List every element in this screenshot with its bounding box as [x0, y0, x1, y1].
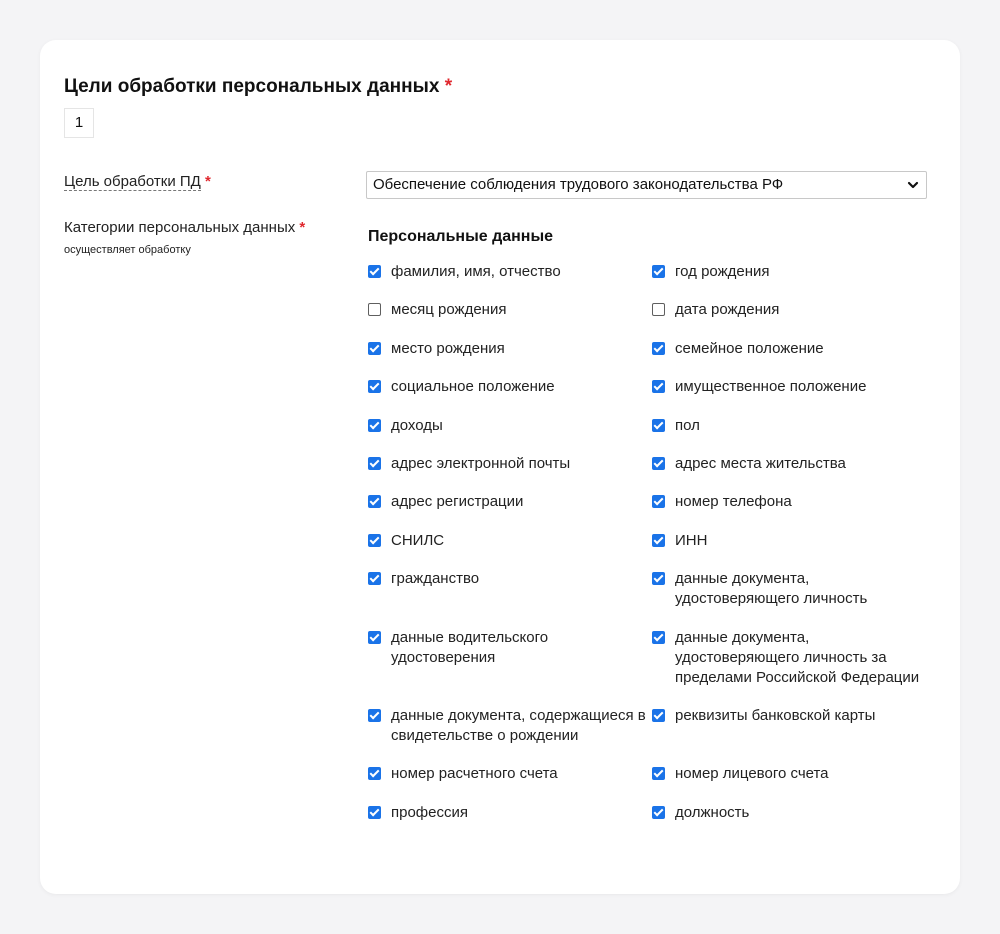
- category-option-label: социальное положение: [391, 378, 555, 396]
- category-option[interactable]: [368, 416, 652, 436]
- section-title-text: Цели обработки персональных данных: [64, 76, 440, 97]
- category-option[interactable]: [652, 300, 928, 320]
- category-option-label: должность: [675, 803, 750, 821]
- purpose-label-text: Цель обработки ПД: [64, 173, 201, 190]
- category-option[interactable]: [368, 764, 652, 784]
- checkbox-unchecked[interactable]: [652, 303, 665, 316]
- category-option-label: фамилия, имя, отчество: [391, 263, 561, 280]
- checkbox-checked[interactable]: [368, 380, 381, 393]
- checkbox-checked[interactable]: [652, 572, 665, 585]
- category-option[interactable]: [368, 377, 652, 397]
- required-mark: *: [444, 76, 453, 97]
- category-option-label: данные водительского удостоверения: [391, 628, 549, 666]
- category-option[interactable]: [368, 300, 652, 320]
- category-option-label: данные документа, удостоверяющего личность: [675, 570, 868, 608]
- category-option[interactable]: [652, 803, 928, 823]
- checkbox-checked[interactable]: [652, 631, 665, 644]
- category-option-label: пол: [675, 416, 700, 434]
- category-option-label: доходы: [391, 416, 443, 434]
- checkbox-checked[interactable]: [368, 342, 381, 355]
- purpose-select[interactable]: [366, 171, 927, 199]
- category-checkbox-list: [368, 262, 928, 841]
- category-option-label: место рождения: [391, 339, 505, 357]
- category-row: [368, 377, 928, 397]
- category-option[interactable]: [368, 531, 652, 551]
- category-row: [368, 300, 928, 320]
- category-option-label: адрес места жительства: [675, 454, 846, 472]
- checkbox-checked[interactable]: [652, 709, 665, 722]
- checkbox-checked[interactable]: [652, 419, 665, 432]
- category-row: [368, 764, 928, 784]
- checkbox-unchecked[interactable]: [368, 303, 381, 316]
- checkbox-checked[interactable]: [652, 767, 665, 780]
- categories-hint: осуществляет обработку: [64, 244, 191, 256]
- category-option[interactable]: [652, 377, 928, 397]
- category-option[interactable]: [652, 569, 928, 609]
- purpose-select-value: Обеспечение соблюдения трудового законодательства РФ: [373, 176, 784, 193]
- category-option-label: дата рождения: [675, 301, 780, 319]
- category-row: [368, 339, 928, 359]
- category-row: [368, 262, 928, 282]
- checkbox-checked[interactable]: [368, 806, 381, 819]
- category-option-label: профессия: [391, 803, 468, 821]
- category-option[interactable]: [652, 764, 928, 784]
- category-option-label: реквизиты банковской карты: [675, 706, 876, 724]
- category-row: [368, 416, 928, 436]
- checkbox-checked[interactable]: [368, 457, 381, 470]
- checkbox-checked[interactable]: [368, 495, 381, 508]
- category-option-label: номер телефона: [675, 493, 792, 511]
- category-option-label: номер лицевого счета: [675, 765, 829, 783]
- required-mark: *: [299, 219, 306, 236]
- checkbox-checked[interactable]: [652, 265, 665, 278]
- checkbox-checked[interactable]: [368, 572, 381, 585]
- category-option[interactable]: [652, 706, 928, 746]
- category-option[interactable]: [368, 262, 652, 282]
- category-option[interactable]: [652, 416, 928, 436]
- checkbox-checked[interactable]: [652, 457, 665, 470]
- category-option[interactable]: [368, 803, 652, 823]
- category-option[interactable]: [368, 339, 652, 359]
- checkbox-checked[interactable]: [652, 380, 665, 393]
- category-group-title: Персональные данные: [368, 228, 554, 245]
- category-option-label: имущественное положение: [675, 378, 867, 396]
- checkbox-checked[interactable]: [652, 495, 665, 508]
- category-option-label: ИНН: [675, 531, 708, 549]
- purpose-field-label: [64, 172, 211, 192]
- checkbox-checked[interactable]: [368, 631, 381, 644]
- category-option[interactable]: [652, 454, 928, 474]
- category-option[interactable]: [652, 492, 928, 512]
- checkbox-checked[interactable]: [652, 806, 665, 819]
- categories-field-label: [64, 218, 305, 238]
- checkbox-checked[interactable]: [652, 342, 665, 355]
- category-option-label: адрес электронной почты: [391, 454, 571, 472]
- category-option-label: год рождения: [675, 263, 770, 280]
- chevron-down-icon: [906, 178, 920, 192]
- category-option-label: данные документа, содержащиеся в свидетельстве о рождении: [391, 706, 646, 744]
- category-option-label: данные документа, удостоверяющего личность за пределами Российской Федерации: [675, 628, 920, 686]
- checkbox-checked[interactable]: [652, 534, 665, 547]
- category-option-label: месяц рождения: [391, 301, 507, 319]
- category-option[interactable]: [368, 628, 652, 688]
- required-mark: *: [205, 173, 211, 190]
- category-option[interactable]: [368, 706, 652, 746]
- category-row: [368, 569, 928, 609]
- category-option[interactable]: [368, 492, 652, 512]
- category-option-label: номер расчетного счета: [391, 765, 558, 783]
- category-row: [368, 531, 928, 551]
- category-option-label: гражданство: [391, 570, 480, 588]
- category-option[interactable]: [652, 262, 928, 282]
- categories-label-text: Категории персональных данных: [64, 219, 296, 236]
- category-option-label: семейное положение: [675, 339, 824, 357]
- purpose-counter: 1: [64, 108, 94, 138]
- checkbox-checked[interactable]: [368, 419, 381, 432]
- category-option-label: СНИЛС: [391, 531, 445, 549]
- category-row: [368, 803, 928, 823]
- category-row: [368, 628, 928, 688]
- checkbox-checked[interactable]: [368, 767, 381, 780]
- category-row: [368, 492, 928, 512]
- checkbox-checked[interactable]: [368, 265, 381, 278]
- checkbox-checked[interactable]: [368, 709, 381, 722]
- category-option[interactable]: [368, 454, 652, 474]
- pd-purposes-card: [40, 40, 960, 894]
- category-option[interactable]: [652, 628, 928, 688]
- category-row: [368, 706, 928, 746]
- checkbox-checked[interactable]: [368, 534, 381, 547]
- category-option[interactable]: [368, 569, 652, 609]
- category-option[interactable]: [652, 339, 928, 359]
- category-row: [368, 454, 928, 474]
- category-option[interactable]: [652, 531, 928, 551]
- section-title: [64, 75, 452, 99]
- category-option-label: адрес регистрации: [391, 493, 524, 511]
